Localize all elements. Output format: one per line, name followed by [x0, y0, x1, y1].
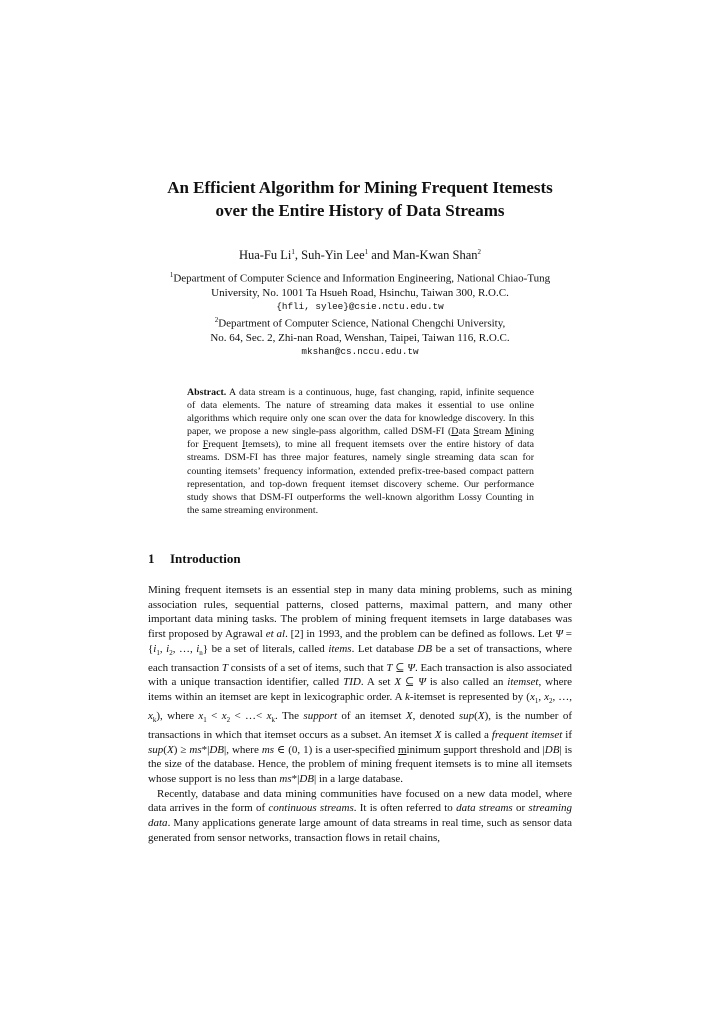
affiliation-mark: 2 — [214, 316, 219, 324]
section-heading — [148, 551, 241, 567]
author-name: Hua-Fu Li — [238, 248, 292, 263]
title-line-1: An Efficient Algorithm for Mining Frequent Itemests — [167, 178, 553, 197]
paragraph: Recently, database and data mining communities have focused on a new data model, where data arrives in the form of continuous streams. It is often referred to data streams or streaming data. Many applications generate large amount of data streams in real time, such as sensor data generated from sensor networks, transaction flows in retail chains, — [148, 787, 573, 844]
affiliation-mark: 1 — [169, 271, 174, 279]
author-separator: and — [368, 248, 393, 263]
section-title: Introduction — [170, 551, 241, 566]
affiliation-2-line-2: No. 64, Sec. 2, Zhi-nan Road, Wenshan, Taipei, Taiwan 116, R.O.C. — [210, 331, 510, 344]
affiliation-1-line-1: $^1$Department of Computer Science and Information Engineering, National Chiao-Tung — [169, 271, 551, 285]
paragraph: Mining frequent itemsets is an essential step in many data mining problems, such as mining association rules, sequential patterns, closed patterns, maximal pattern, and many other important data mining tasks. The problem of mining frequent itemsets in large databases was first proposed by Agrawal et al. [2] in 1993, and the problem can be defined as follows. Let $\Psi = \{i_1$, $i_2$, …, $i_n$} be a set of literals, called items. Let database DB be a set of transactions, where each transaction T consists of a set of items, such that T ⊆ Ψ. Each transaction is also associated with a unique transaction identifier, called TID. A set X ⊆ Ψ is also called an itemset, where items within an itemset are kept in lexicographic order. A k-itemset is represented by ($x_1$, $x_2$, …, $x_k$), where $x_1 < x_2$ < …< $x_k$. The support of an itemset X, denoted sup(X), is the number of transactions in which that itemset occurs as a subset. An itemset X is called a frequent itemset if sup(X) ≥ ms*|DB|, where ms ∈ (0, 1) is a user-specified minimum support threshold and |DB| is the size of the database. Hence, the problem of mining frequent itemsets is to mine all itemsets whose support is no less than ms*|DB| in a large database. — [148, 584, 573, 785]
title-line-2: over the Entire History of Data Streams — [215, 201, 505, 220]
author-affiliation-mark: 1 — [291, 248, 295, 256]
affiliation-2-email: mkshan@cs.nccu.edu.tw — [301, 345, 419, 357]
abstract: Abstract. A data stream is a continuous, huge, fast changing, rapid, infinite sequence of data elements. The nature of streaming data makes it essential to use online algorithms which require only one scan over the data for knowledge discovery. In this paper, we propose a new single-pass algorithm, called DSM-FI (Data Stream Mining for Frequent Itemsets), to mine all frequent itemsets over the entire history of data streams. DSM-FI has three major features, namely single streaming data scan for counting itemsets’ frequency information, extended prefix-tree-based compact pattern representation, and top-down frequent itemset discovery scheme. Our performance study shows that DSM-FI outperforms the well-known algorithm Lossy Counting in the same streaming environment. — [187, 387, 534, 516]
section-number: 1 — [148, 551, 155, 566]
author-separator: , — [294, 248, 302, 263]
author-list — [120, 244, 600, 263]
affiliation-2-line-1: $^2$Department of Computer Science, National Chengchi University, — [214, 316, 506, 330]
affiliation-2 — [120, 313, 600, 359]
affiliation-1 — [120, 268, 600, 314]
author-name: Man-Kwan Shan — [392, 248, 478, 263]
affiliation-1-line-2: University, No. 1001 Ta Hsueh Road, Hsinchu, Taiwan 300, R.O.C. — [211, 286, 509, 299]
paper-title — [120, 176, 600, 222]
affiliation-1-email: {hfli, sylee}@csie.nctu.edu.tw — [276, 300, 444, 312]
author-affiliation-mark: 2 — [477, 248, 482, 256]
section-body — [148, 583, 572, 846]
author-name: Suh-Yin Lee — [301, 248, 365, 263]
abstract-label: Abstract. — [187, 387, 227, 398]
author-affiliation-mark: 1 — [364, 248, 369, 256]
